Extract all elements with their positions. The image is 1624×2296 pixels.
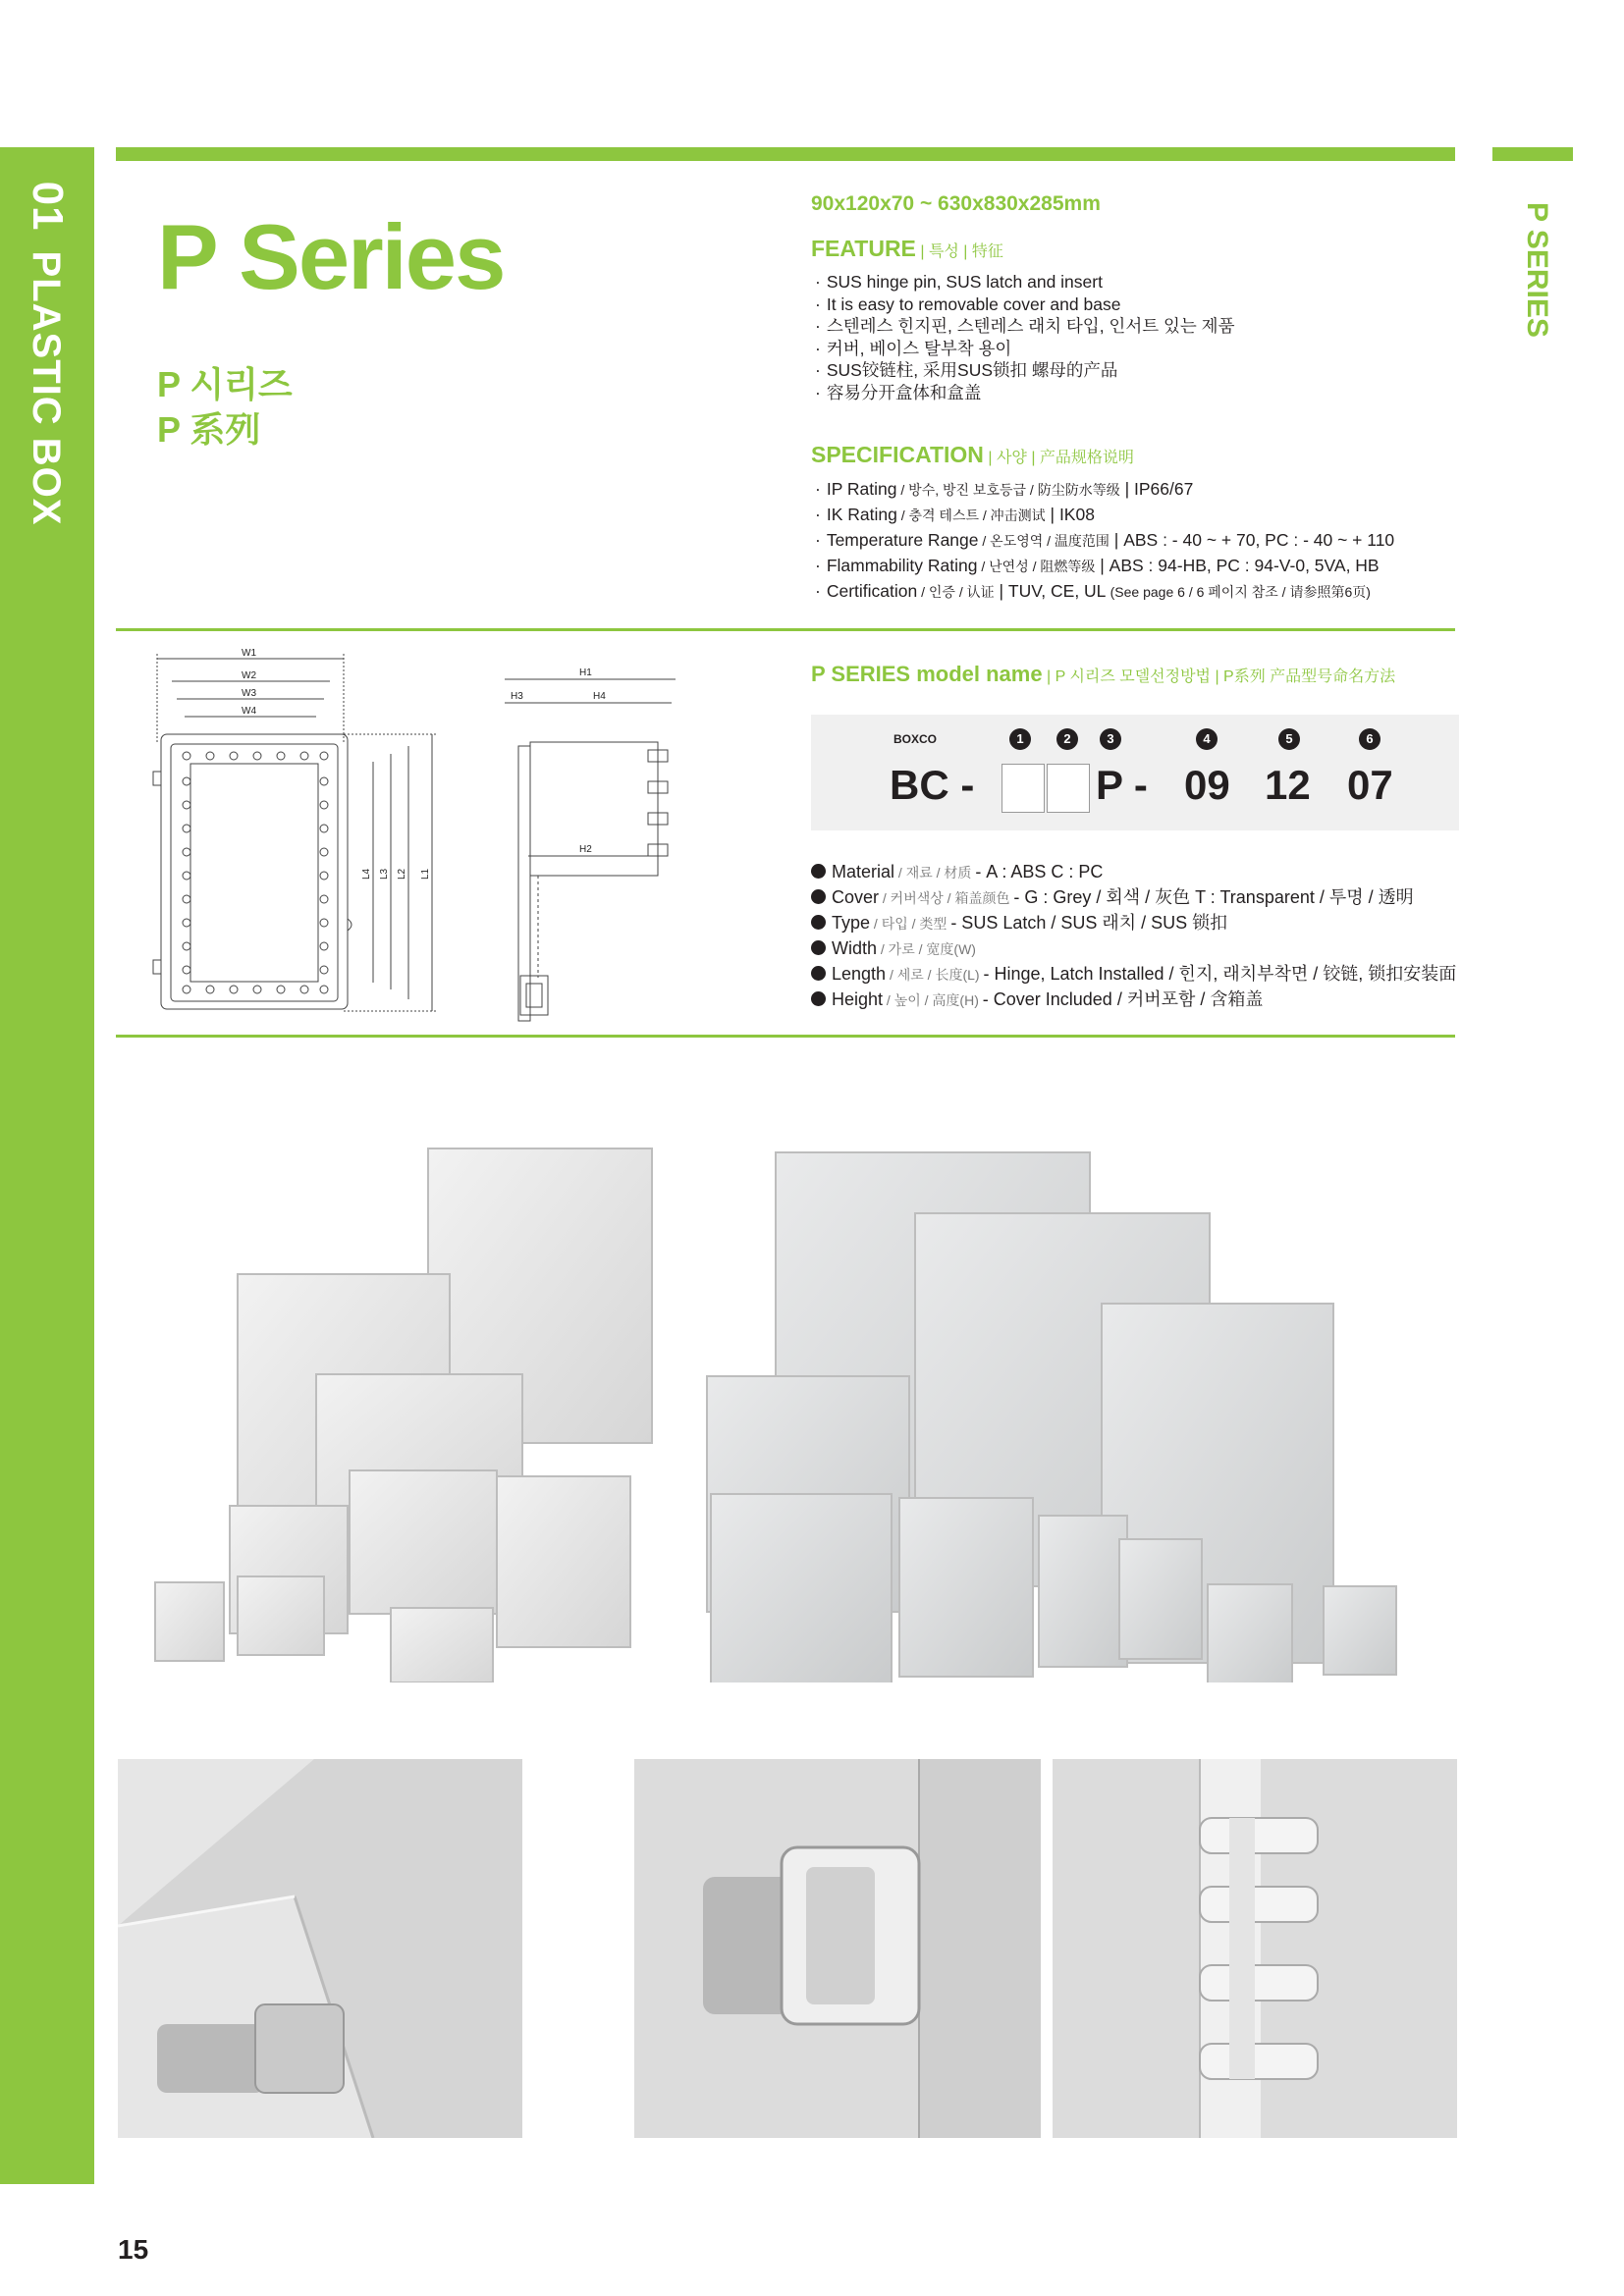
label-w3: W3: [242, 688, 256, 699]
legend-value: - SUS Latch / SUS 래치 / SUS 锁扣: [950, 913, 1228, 933]
model-heading-text: P SERIES model name: [811, 662, 1043, 686]
legend-material: [811, 860, 1456, 885]
label-w1: W1: [242, 648, 256, 659]
spec-item-certification: [811, 579, 1459, 605]
spec-label: Temperature Range: [826, 530, 979, 550]
section-rule: [116, 1035, 1455, 1038]
model-code-box: [811, 715, 1459, 830]
code-height: 07: [1347, 762, 1393, 808]
spec-heading-sub: | 사양 | 产品规格说明: [983, 450, 1134, 466]
label-w2: W2: [242, 670, 256, 681]
label-l2: L2: [397, 868, 407, 880]
subtitle-chinese: P 系列: [157, 409, 261, 450]
legend-label: Length: [832, 964, 887, 984]
code-number-5: 5: [1278, 728, 1300, 750]
feature-item: · 커버, 베이스 탈부착 용이: [811, 338, 1449, 360]
spec-sub: / 방수, 방진 보호등급 / 防尘防水等级: [896, 482, 1120, 498]
legend-sub: / 재료 / 材质: [894, 865, 976, 881]
legend-height: [811, 988, 1456, 1013]
spec-item-temperature: [811, 528, 1459, 554]
legend-bullet: [811, 966, 826, 981]
spec-label: Flammability Rating: [826, 556, 978, 575]
code-number-3: 3: [1100, 728, 1121, 750]
sidebar: [0, 147, 94, 2184]
legend-length: [811, 962, 1456, 988]
label-h2: H2: [579, 844, 592, 855]
feature-heading-sub: | 특성 | 特征: [915, 243, 1003, 260]
spec-value: | ABS : - 40 ~ + 70, PC : - 40 ~ + 110: [1109, 530, 1395, 550]
model-name-heading: [811, 662, 1395, 687]
spec-note: (See page 6 / 6 페이지 참조 / 请参照第6页): [1110, 584, 1371, 600]
feature-item: · SUS hinge pin, SUS latch and insert: [811, 271, 1449, 294]
spec-sub: / 난연성 / 阻燃等级: [977, 559, 1096, 574]
latch-closeup-image: [118, 1759, 522, 2138]
legend-value: - G : Grey / 회색 / 灰色 T : Transparent / 투명 / 透明: [1013, 887, 1414, 907]
legend-bullet: [811, 889, 826, 904]
spec-value: | TUV, CE, UL: [994, 581, 1110, 601]
product-lineup-image: [147, 1133, 1434, 1682]
top-rule-right: [1492, 147, 1573, 161]
legend-bullet: [811, 940, 826, 955]
label-h1: H1: [579, 667, 592, 678]
label-l4: L4: [361, 868, 372, 880]
label-w4: W4: [242, 706, 256, 717]
feature-item: · 스텐레스 힌지핀, 스텐레스 래치 타입, 인서트 있는 제품: [811, 315, 1449, 338]
spec-sub: / 인증 / 认证: [917, 584, 995, 600]
code-number-2: 2: [1056, 728, 1078, 750]
spec-value: | IP66/67: [1119, 479, 1194, 499]
legend-bullet: [811, 915, 826, 930]
size-range: 90x120x70 ~ 630x830x285mm: [811, 192, 1101, 215]
code-prefix: BC -: [890, 762, 975, 808]
sidebar-number: 01: [24, 181, 72, 232]
legend-label: Type: [832, 913, 871, 933]
legend-value: - Cover Included / 커버포함 / 含箱盖: [982, 989, 1264, 1009]
code-slot-material: [1001, 764, 1045, 813]
subtitle-korean: P 시리즈: [157, 364, 293, 404]
spec-list: [811, 477, 1459, 605]
legend-sub: / 타입 / 类型: [870, 916, 951, 932]
legend-type: [811, 911, 1456, 936]
sidebar-text: PLASTIC BOX: [25, 250, 68, 526]
page-number: 15: [118, 2234, 149, 2265]
spec-item-ik: [811, 503, 1459, 528]
top-rule: [116, 147, 1455, 161]
code-width: 09: [1184, 762, 1230, 808]
feature-item: · It is easy to removable cover and base: [811, 294, 1449, 316]
legend-bullet: [811, 864, 826, 879]
legend-value: - A : ABS C : PC: [975, 862, 1104, 881]
page-title: P Series: [157, 205, 505, 308]
legend-bullet: [811, 991, 826, 1006]
feature-heading: [811, 236, 1003, 262]
brand-label: BOXCO: [893, 732, 938, 746]
spec-sub: / 충격 테스트 / 冲击测试: [896, 507, 1046, 523]
sus-latch-image: [634, 1759, 1041, 2138]
code-slot-cover: [1047, 764, 1090, 813]
feature-item: · SUS铰链柱, 采用SUS锁扣 螺母的产品: [811, 359, 1449, 382]
spec-sub: / 온도영역 / 温度范围: [978, 533, 1110, 549]
model-heading-sub: | P 시리즈 모델선정방법 | P系列 产品型号命名方法: [1042, 668, 1396, 685]
code-number-4: 4: [1196, 728, 1218, 750]
code-number-6: 6: [1359, 728, 1380, 750]
label-l1: L1: [420, 868, 431, 880]
spec-heading: [811, 442, 1134, 468]
feature-heading-text: FEATURE: [811, 236, 916, 261]
legend-label: Material: [832, 862, 895, 881]
section-rule: [116, 628, 1455, 631]
legend-sub: / 세로 / 长度(L): [886, 967, 984, 983]
sidebar-label: [23, 182, 72, 526]
spec-value: | ABS : 94-HB, PC : 94-V-0, 5VA, HB: [1095, 556, 1380, 575]
spec-label: IP Rating: [826, 479, 897, 499]
legend-sub: / 커버색상 / 箱盖颜色: [879, 890, 1014, 906]
feature-list: [811, 271, 1449, 403]
code-type: P -: [1096, 762, 1148, 808]
label-h4: H4: [593, 691, 606, 702]
front-view-drawing: [147, 644, 461, 1027]
legend-cover: [811, 885, 1456, 911]
spec-item-ip: [811, 477, 1459, 503]
feature-item: · 容易分开盒体和盒盖: [811, 382, 1449, 404]
legend-sub: / 높이 / 高度(H): [883, 992, 983, 1008]
hinge-closeup-image: [1053, 1759, 1457, 2138]
spec-heading-text: SPECIFICATION: [811, 442, 984, 467]
series-side-label: P SERIES: [1521, 202, 1553, 338]
legend-sub: / 가로 / 宽度(W): [877, 941, 976, 957]
spec-label: IK Rating: [826, 505, 897, 524]
label-l3: L3: [379, 868, 390, 880]
legend-label: Cover: [832, 887, 880, 907]
legend-label: Width: [832, 938, 878, 958]
side-view-drawing: [499, 664, 695, 1027]
legend-width: [811, 936, 1456, 962]
model-legend: [811, 860, 1456, 1013]
legend-label: Height: [832, 989, 884, 1009]
spec-label: Certification: [826, 581, 918, 601]
legend-value: - Hinge, Latch Installed / 힌지, 래치부착면 / 铰链, 锁扣安装面: [983, 964, 1457, 984]
code-length: 12: [1265, 762, 1311, 808]
code-number-1: 1: [1009, 728, 1031, 750]
spec-item-flammability: [811, 554, 1459, 579]
screw-holes: [183, 752, 328, 993]
label-h3: H3: [511, 691, 523, 702]
spec-value: | IK08: [1045, 505, 1095, 524]
